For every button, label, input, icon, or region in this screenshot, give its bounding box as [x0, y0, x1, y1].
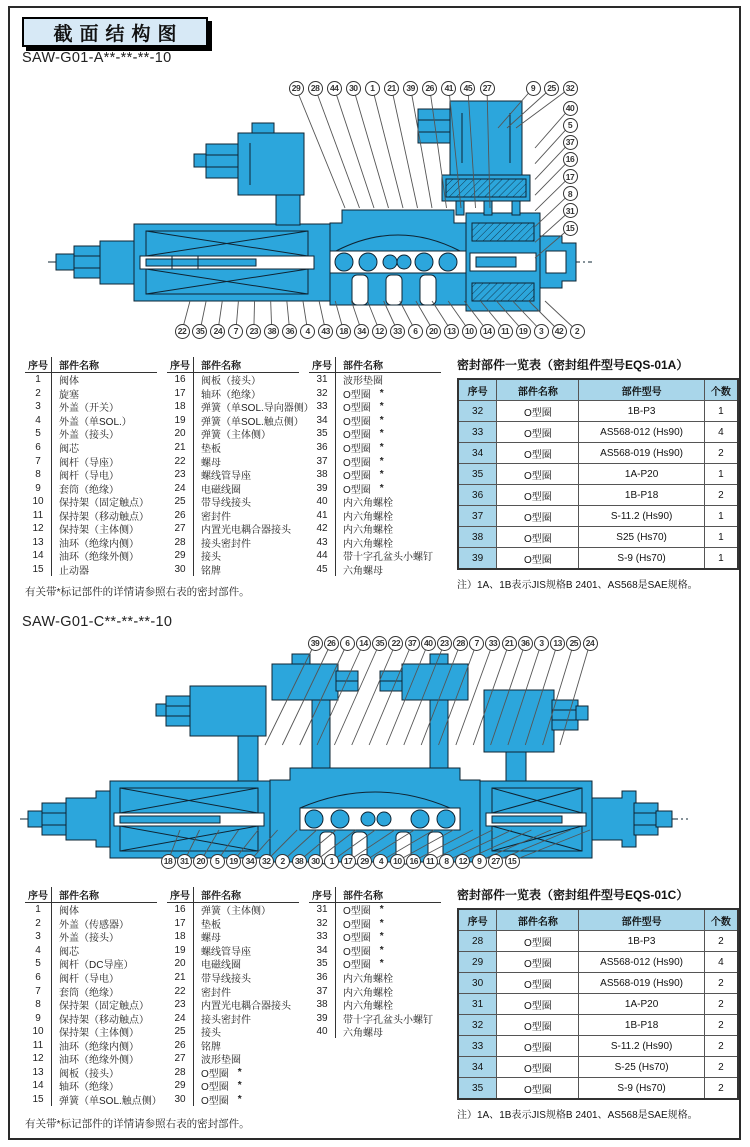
parts-row: 8 阀杆（导电）: [25, 468, 157, 482]
callout-26: 26: [324, 636, 339, 651]
parts-row: 4 外盖（单SOL.）: [25, 414, 157, 428]
parts-row: 37 内六角螺栓: [309, 984, 441, 998]
callout-31: 31: [177, 854, 192, 869]
seal-row: 28 O型圈 1B-P3 2: [458, 931, 738, 952]
parts-row: 41 内六角螺栓: [309, 508, 441, 522]
parts-row: 44 带十字孔盆头小螺钉: [309, 549, 441, 563]
parts-row: 9 套筒（绝缘）: [25, 481, 157, 495]
callout-20: 20: [193, 854, 208, 869]
callout-27: 27: [480, 81, 495, 96]
diagram-c: [0, 630, 750, 884]
seal-table-note: 注）1A、1B表示JIS规格B 2401、AS568是SAE规格。: [457, 1110, 698, 1121]
callout-1: 1: [324, 854, 339, 869]
seal-parts-table-c: [457, 886, 739, 1121]
seal-table-title: 密封部件一览表（密封组件型号EQS-01C）: [457, 888, 689, 902]
parts-row: 14 轴环（绝缘）: [25, 1079, 157, 1093]
parts-row: 23 螺线管导座: [167, 468, 299, 482]
left-solenoid: [134, 224, 330, 301]
seal-row: 33 O型圈 S-11.2 (Hs90) 2: [458, 1036, 738, 1057]
seal-mark: *: [379, 944, 384, 956]
callout-5: 5: [210, 854, 225, 869]
callout-25: 25: [544, 81, 559, 96]
callout-12: 12: [372, 324, 387, 339]
parts-row: 9 保持架（移动触点）: [25, 1011, 157, 1025]
parts-row: 39 O型圈 *: [309, 481, 441, 495]
parts-row: 28 接头密封件: [167, 536, 299, 550]
parts-note-a: 有关带*标记部件的详情请参照右表的密封部件。: [25, 586, 250, 598]
callout-33: 33: [390, 324, 405, 339]
seal-parts-table-a: [457, 356, 739, 591]
parts-row: 31 波形垫圈: [309, 373, 441, 387]
valve-body: [270, 768, 480, 864]
callout-13: 13: [444, 324, 459, 339]
parts-row: 23 内置光电耦合器接头: [167, 998, 299, 1012]
parts-row: 20 电磁线圈: [167, 957, 299, 971]
parts-header: 序号 部件名称: [309, 887, 441, 903]
parts-row: 22 螺母: [167, 454, 299, 468]
parts-row: 31 O型圈 *: [309, 903, 441, 917]
callout-8: 8: [439, 854, 454, 869]
parts-row: 38 内六角螺栓: [309, 998, 441, 1012]
diagram-a: [0, 73, 750, 355]
callout-24: 24: [210, 324, 225, 339]
callout-30: 30: [308, 854, 323, 869]
parts-row: 19 螺线管导座: [167, 944, 299, 958]
callout-10: 10: [390, 854, 405, 869]
parts-row: 16 弹簧（主体侧）: [167, 903, 299, 917]
callout-28: 28: [308, 81, 323, 96]
callout-13: 13: [550, 636, 565, 651]
parts-row: 40 内六角螺栓: [309, 495, 441, 509]
callout-19: 19: [516, 324, 531, 339]
parts-row: 21 带导线接头: [167, 971, 299, 985]
callout-18: 18: [161, 854, 176, 869]
seal-row: 36 O型圈 1B-P18 2: [458, 485, 738, 506]
callout-42: 42: [552, 324, 567, 339]
parts-row: 20 弹簧（主体侧）: [167, 427, 299, 441]
parts-header: 序号 部件名称: [25, 357, 157, 373]
callout-29: 29: [289, 81, 304, 96]
callout-7: 7: [228, 324, 243, 339]
callout-24: 24: [583, 636, 598, 651]
callout-3: 3: [534, 636, 549, 651]
seal-row: 32 O型圈 1B-P3 1: [458, 401, 738, 422]
callout-16: 16: [563, 152, 578, 167]
inner-right-connector: [380, 654, 468, 780]
callout-16: 16: [406, 854, 421, 869]
parts-row: 2 外盖（传感器）: [25, 917, 157, 931]
parts-row: 18 弹簧（单SOL.导向器侧）: [167, 400, 299, 414]
parts-row: 45 六角螺母: [309, 563, 441, 577]
parts-row: 25 接头: [167, 1025, 299, 1039]
parts-row: 28 O型圈 *: [167, 1066, 299, 1080]
model-label-c: SAW-G01-C**-**-**-10: [22, 614, 173, 630]
parts-row: 26 铭牌: [167, 1038, 299, 1052]
seal-row: 30 O型圈 AS568-019 (Hs90) 2: [458, 973, 738, 994]
parts-row: 29 O型圈 *: [167, 1079, 299, 1093]
seal-mark: *: [379, 958, 384, 970]
callout-35: 35: [372, 636, 387, 651]
callout-32: 32: [563, 81, 578, 96]
seal-row: 34 O型圈 S-25 (Hs70) 2: [458, 1057, 738, 1078]
parts-row: 22 密封件: [167, 984, 299, 998]
parts-row: 24 电磁线圈: [167, 481, 299, 495]
callout-17: 17: [563, 169, 578, 184]
callout-34: 34: [242, 854, 257, 869]
parts-header: 序号 部件名称: [167, 357, 299, 373]
callout-40: 40: [563, 101, 578, 116]
seal-mark: *: [237, 1066, 242, 1078]
parts-table-a-col2: [167, 357, 314, 577]
callout-3: 3: [534, 324, 549, 339]
seal-mark: *: [379, 931, 384, 943]
callout-4: 4: [300, 324, 315, 339]
seal-mark: *: [237, 1080, 242, 1092]
callout-29: 29: [357, 854, 372, 869]
parts-table-c-col1: [25, 887, 162, 1107]
parts-table-c-col2: [167, 887, 299, 1106]
callout-9: 9: [526, 81, 541, 96]
callout-6: 6: [340, 636, 355, 651]
parts-row: 3 外盖（开关）: [25, 400, 157, 414]
parts-row: 12 保持架（主体侧）: [25, 522, 157, 536]
callout-45: 45: [460, 81, 475, 96]
parts-row: 6 阀芯: [25, 441, 157, 455]
parts-header: 序号 部件名称: [25, 887, 157, 903]
seal-mark: *: [237, 1093, 242, 1105]
seal-row: 32 O型圈 1B-P18 2: [458, 1015, 738, 1036]
callout-38: 38: [292, 854, 307, 869]
parts-row: 11 保持架（移动触点）: [25, 508, 157, 522]
inner-left-connector: [272, 654, 358, 780]
seal-mark: *: [379, 917, 384, 929]
seal-row: 37 O型圈 S-11.2 (Hs90) 1: [458, 506, 738, 527]
callout-20: 20: [426, 324, 441, 339]
callout-32: 32: [259, 854, 274, 869]
parts-row: 38 O型圈 *: [309, 468, 441, 482]
parts-row: 35 O型圈 *: [309, 427, 441, 441]
parts-row: 39 带十字孔盆头小螺钉: [309, 1011, 441, 1025]
callout-40: 40: [421, 636, 436, 651]
parts-row: 5 阀杆（DC导座）: [25, 957, 157, 971]
parts-row: 24 接头密封件: [167, 1011, 299, 1025]
parts-row: 26 密封件: [167, 508, 299, 522]
valve-cross-section-a: [0, 73, 750, 355]
callout-21: 21: [384, 81, 399, 96]
parts-header: 序号 部件名称: [167, 887, 299, 903]
callout-18: 18: [336, 324, 351, 339]
callout-12: 12: [455, 854, 470, 869]
parts-row: 35 O型圈 *: [309, 957, 441, 971]
callout-44: 44: [327, 81, 342, 96]
seal-row: 33 O型圈 AS568-012 (Hs90) 4: [458, 422, 738, 443]
callout-36: 36: [518, 636, 533, 651]
callout-19: 19: [226, 854, 241, 869]
seal-mark: *: [379, 428, 384, 440]
parts-row: 37 O型圈 *: [309, 454, 441, 468]
callout-15: 15: [563, 221, 578, 236]
callout-41: 41: [441, 81, 456, 96]
parts-row: 14 油环（绝缘外侧）: [25, 549, 157, 563]
callout-43: 43: [318, 324, 333, 339]
callout-6: 6: [408, 324, 423, 339]
left-connector: [156, 686, 266, 781]
parts-row: 19 弹簧（单SOL.触点侧）: [167, 414, 299, 428]
parts-row: 21 垫板: [167, 441, 299, 455]
parts-row: 7 套筒（绝缘）: [25, 984, 157, 998]
parts-row: 4 阀芯: [25, 944, 157, 958]
parts-row: 36 内六角螺栓: [309, 971, 441, 985]
seal-table-title: 密封部件一览表（密封组件型号EQS-01A）: [457, 358, 689, 372]
parts-row: 27 波形垫圈: [167, 1052, 299, 1066]
parts-table-c-col3: [309, 887, 441, 1038]
parts-row: 32 O型圈 *: [309, 917, 441, 931]
seal-mark: *: [379, 442, 384, 453]
parts-row: 34 O型圈 *: [309, 944, 441, 958]
callout-31: 31: [563, 203, 578, 218]
callout-37: 37: [405, 636, 420, 651]
parts-row: 11 油环（绝缘内侧）: [25, 1038, 157, 1052]
callout-5: 5: [563, 118, 578, 133]
parts-table-a-col1: [25, 357, 157, 576]
parts-row: 1 阀体: [25, 903, 157, 917]
callout-22: 22: [175, 324, 190, 339]
parts-row: 30 O型圈 *: [167, 1093, 299, 1107]
callout-33: 33: [485, 636, 500, 651]
parts-row: 15 弹簧（单SOL.触点侧）: [25, 1093, 157, 1107]
parts-row: 25 带导线接头: [167, 495, 299, 509]
parts-row: 8 保持架（固定触点）: [25, 998, 157, 1012]
callout-10: 10: [462, 324, 477, 339]
parts-row: 3 外盖（接头）: [25, 930, 157, 944]
seal-mark: *: [379, 482, 384, 494]
seal-mark: *: [379, 401, 384, 413]
seal-table-grid: [457, 908, 739, 1100]
parts-row: 10 保持架（固定触点）: [25, 495, 157, 509]
seal-mark: *: [379, 455, 384, 467]
callout-14: 14: [480, 324, 495, 339]
callout-27: 27: [488, 854, 503, 869]
callout-11: 11: [423, 854, 438, 869]
callout-23: 23: [246, 324, 261, 339]
parts-row: 10 保持架（主体侧）: [25, 1025, 157, 1039]
callout-14: 14: [356, 636, 371, 651]
callout-34: 34: [354, 324, 369, 339]
parts-row: 32 O型圈 *: [309, 387, 441, 401]
parts-row: 40 六角螺母: [309, 1025, 441, 1039]
parts-row: 29 接头: [167, 549, 299, 563]
callout-30: 30: [346, 81, 361, 96]
seal-row: 35 O型圈 S-9 (Hs70) 2: [458, 1078, 738, 1100]
seal-mark: *: [379, 387, 384, 399]
parts-row: 16 阀板（接头）: [167, 373, 299, 387]
parts-row: 6 阀杆（导电）: [25, 971, 157, 985]
left-solenoid: [110, 781, 270, 858]
left-connector: [194, 123, 304, 225]
parts-row: 33 O型圈 *: [309, 400, 441, 414]
seal-row: 31 O型圈 1A-P20 2: [458, 994, 738, 1015]
callout-22: 22: [388, 636, 403, 651]
callout-2: 2: [570, 324, 585, 339]
valve-cross-section-c: [0, 630, 750, 884]
callout-23: 23: [437, 636, 452, 651]
seal-header-row: 序号 部件名称 部件型号 个数: [458, 909, 738, 931]
parts-row: 5 外盖（接头）: [25, 427, 157, 441]
parts-row: 36 O型圈 *: [309, 441, 441, 455]
right-end-assembly: [540, 236, 576, 288]
seal-row: 35 O型圈 1A-P20 1: [458, 464, 738, 485]
parts-row: 43 内六角螺栓: [309, 536, 441, 550]
right-end-assembly: [592, 791, 672, 847]
callout-35: 35: [192, 324, 207, 339]
model-label-a: SAW-G01-A**-**-**-10: [22, 50, 172, 66]
parts-row: 1 阀体: [25, 373, 157, 387]
parts-row: 18 螺母: [167, 930, 299, 944]
callout-26: 26: [422, 81, 437, 96]
right-solenoid: [480, 781, 592, 858]
right-solenoid: [466, 213, 540, 311]
seal-header-row: 序号 部件名称 部件型号 个数: [458, 379, 738, 401]
callout-25: 25: [566, 636, 581, 651]
callout-36: 36: [282, 324, 297, 339]
parts-row: 17 垫板: [167, 917, 299, 931]
callout-38: 38: [264, 324, 279, 339]
parts-row: 12 油环（绝缘外侧）: [25, 1052, 157, 1066]
parts-row: 33 O型圈 *: [309, 930, 441, 944]
parts-row: 15 止动器: [25, 563, 157, 577]
seal-mark: *: [379, 414, 384, 426]
callout-39: 39: [308, 636, 323, 651]
callout-7: 7: [469, 636, 484, 651]
seal-row: 34 O型圈 AS568-019 (Hs90) 2: [458, 443, 738, 464]
page-title: [22, 17, 208, 47]
callout-2: 2: [275, 854, 290, 869]
callout-4: 4: [373, 854, 388, 869]
parts-row: 7 阀杆（导座）: [25, 454, 157, 468]
seal-mark: *: [379, 904, 384, 916]
seal-table-note: 注）1A、1B表示JIS规格B 2401、AS568是SAE规格。: [457, 580, 698, 591]
parts-header: 序号 部件名称: [309, 357, 441, 373]
callout-8: 8: [563, 186, 578, 201]
parts-row: 34 O型圈 *: [309, 414, 441, 428]
callout-9: 9: [472, 854, 487, 869]
parts-table-a-col3: [309, 357, 441, 576]
callout-11: 11: [498, 324, 513, 339]
left-end-assembly: [28, 791, 110, 847]
parts-row: 30 铭牌: [167, 563, 299, 577]
parts-row: 27 内置光电耦合器接头: [167, 522, 299, 536]
callout-15: 15: [505, 854, 520, 869]
seal-row: 39 O型圈 S-9 (Hs70) 1: [458, 548, 738, 570]
valve-body: [330, 210, 466, 305]
parts-row: 2 旋塞: [25, 387, 157, 401]
seal-table-grid: [457, 378, 739, 570]
callout-21: 21: [502, 636, 517, 651]
parts-row: 13 油环（绝缘内侧）: [25, 536, 157, 550]
callout-39: 39: [403, 81, 418, 96]
parts-row: 17 轴环（绝缘）: [167, 387, 299, 401]
callout-1: 1: [365, 81, 380, 96]
parts-row: 13 阀板（接头）: [25, 1066, 157, 1080]
seal-row: 29 O型圈 AS568-012 (Hs90) 4: [458, 952, 738, 973]
seal-mark: *: [379, 469, 384, 481]
parts-note-c: 有关带*标记部件的详情请参照右表的密封部件。: [25, 1118, 250, 1130]
parts-row: 42 内六角螺栓: [309, 522, 441, 536]
callout-17: 17: [341, 854, 356, 869]
callout-37: 37: [563, 135, 578, 150]
right-connector: [418, 101, 530, 215]
seal-row: 38 O型圈 S25 (Hs70) 1: [458, 527, 738, 548]
page-title-text: 截面结构图: [53, 23, 184, 45]
callout-28: 28: [453, 636, 468, 651]
